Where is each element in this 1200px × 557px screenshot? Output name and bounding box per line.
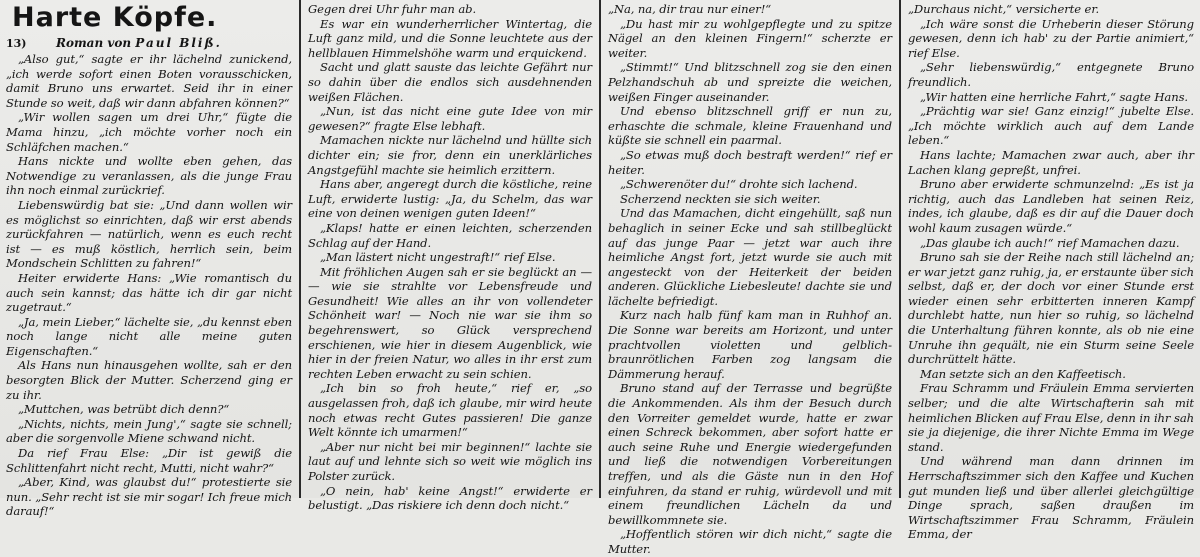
paragraph: Heiter erwiderte Hans: „Wie romantisch du auch sein kannst; das hätte ich dir gar nicht zugetraut.“ — [6, 270, 292, 315]
paragraph: „Wir wollen sagen um drei Uhr,“ fügte die Mama hinzu, „ich möchte vorher noch ein Schläfchen machen.“ — [6, 110, 292, 154]
paragraph: „Das glaube ich auch!“ rief Mamachen dazu. — [920, 235, 1180, 250]
column-body — [908, 2, 1194, 542]
column-body — [6, 52, 292, 519]
paragraph: Und ebenso blitzschnell griff er nun zu, erhaschte die schmale, kleine Frauenhand und küßte sie schnell ein paarmal. — [608, 104, 892, 148]
paragraph: „Sehr liebenswürdig,“ entgegnete Bruno freundlich. — [908, 60, 1194, 89]
byline-prefix: Roman von — [56, 36, 132, 50]
column-divider — [299, 0, 301, 498]
paragraph: „Ja, mein Lieber,“ lächelte sie, „du kennst eben noch lange nicht alle meine guten Eigenschaften.“ — [6, 314, 292, 358]
byline — [56, 36, 222, 50]
column-3 — [602, 0, 898, 556]
installment-number: 13) — [6, 37, 27, 50]
paragraph: Mit fröhlichen Augen sah er sie beglückt an — — wie sie strahlte vor Lebensfreude und Gesundheit! Wie alles an ihr von vollendeter Schönheit war! — Noch nie war sie ihm so begehrenswert, so Glück versprechend erschienen, wie hier in diesem Augenblick, wie hier in der freien Natur, wo alles in ihr erst zum rechten Leben erwacht zu sein schien. — [308, 264, 592, 381]
column-body — [308, 2, 592, 513]
paragraph: Und das Mamachen, dicht eingehüllt, saß nun behaglich in seiner Ecke und sah stillbeglückt auf das junge Paar — jetzt war auch ihre heimliche Angst fort, jetzt wurde sie auch mit angesteckt von der Heiterkeit der beiden anderen. Glückliche Liebesleute! dachte sie und lächelte befriedigt. — [608, 206, 892, 308]
column-4 — [902, 0, 1200, 542]
column-1 — [0, 0, 298, 519]
column-2 — [302, 0, 598, 513]
article-title: Harte Köpfe. — [12, 2, 218, 33]
article-subheading — [6, 36, 292, 50]
paragraph: Man setzte sich an den Kaffeetisch. — [920, 366, 1126, 381]
author-name: Paul Bliß. — [135, 36, 222, 50]
paragraph: „Na, na, dir trau nur einer!“ — [608, 2, 772, 16]
paragraph: Sacht und glatt sauste das leichte Gefährt nur so dahin über die endlos sich ausdehnenden weißen Flächen. — [308, 60, 592, 104]
paragraph: Hans lachte; Mamachen zwar auch, aber ihr Lachen klang gepreßt, unfrei. — [908, 147, 1194, 177]
paragraph: Als Hans nun hinausgehen wollte, sah er den besorgten Blick der Mutter. Scherzend ging er zu ihr. — [6, 358, 292, 402]
paragraph: Bruno aber erwiderte schmunzelnd: „Es ist ja richtig, auch das Landleben hat seinen Reiz, indes, ich glaube, daß es dir auf die Dauer doch wohl kaum zusagen würde.“ — [908, 177, 1194, 235]
paragraph: Scherzend neckten sie sich weiter. — [620, 191, 821, 206]
paragraph: „Nun, ist das nicht eine gute Idee von mir gewesen?“ fragte Else lebhaft. — [308, 104, 592, 133]
paragraph: „So etwas muß doch bestraft werden!“ rief er heiter. — [608, 147, 892, 177]
column-divider — [899, 0, 901, 498]
paragraph: „Klaps! hatte er einen leichten, scherzenden Schlag auf der Hand. — [308, 220, 592, 250]
paragraph: „O nein, hab' keine Angst!“ erwiderte er belustigt. „Das riskiere ich denn doch nicht.“ — [308, 483, 592, 513]
paragraph: „Man lästert nicht ungestraft!“ rief Else. — [320, 250, 556, 265]
paragraph: „Prächtig war sie! Ganz einzig!“ jubelte Else. „Ich möchte wirklich auch auf dem Lande leben.“ — [908, 104, 1194, 148]
paragraph: Frau Schramm und Fräulein Emma servierten selber; und die alte Wirtschafterin sah mit heimlichen Blicken auf Frau Else, denn in ihr sah sie ja diejenige, die ihrer Nichte Emma im Wege stand. — [908, 381, 1194, 454]
paragraph: Bruno sah sie der Reihe nach still lächelnd an; er war jetzt ganz ruhig, ja, er erstaunte über sich selbst, daß er, der doch vor einer Stunde erst wieder einen sehr erbitterten inneren Kampf durchlebt hatte, nun hier so ruhig, so lächelnd die Unterhaltung führen konnte, als ob nie eine Unruhe ihn gequält, nie ein Sturm seine Seele durchrüttelt hätte. — [908, 250, 1194, 367]
paragraph: „Durchaus nicht,“ versicherte er. — [908, 2, 1100, 16]
paragraph: „Hoffentlich stören wir dich nicht,“ sagte die Mutter. — [608, 527, 892, 556]
paragraph: „Du hast mir zu wohlgepflegte und zu spitze Nägel an den kleinen Fingern!“ scherzte er weiter. — [608, 16, 892, 60]
paragraph: Hans aber, angeregt durch die köstliche, reine Luft, erwiderte lustig: „Ja, du Schelm, das war eine von deinen wenigen guten Ideen!“ — [308, 177, 592, 221]
paragraph: „Aber nur nicht bei mir beginnen!“ lachte sie laut auf und lehnte sich so weit wie möglich ins Polster zurück. — [308, 439, 592, 483]
paragraph: „Nichts, nichts, mein Jung',“ sagte sie schnell; aber die sorgenvolle Miene schwand nicht. — [6, 416, 292, 446]
column-body — [608, 2, 892, 557]
paragraph: „Aber, Kind, was glaubst du!“ protestierte sie nun. „Sehr recht ist sie mir sogar! Ich freue mich darauf!“ — [6, 475, 292, 519]
paragraph: Hans nickte und wollte eben gehen, das Notwendige zu veranlassen, als die junge Frau ihn noch einmal zurückrief. — [6, 154, 292, 198]
paragraph: „Schwerenöter du!“ drohte sich lachend. — [620, 177, 858, 192]
paragraph: „Also gut,“ sagte er ihr lächelnd zunickend, „ich werde sofort einen Boten vorausschicken, damit Bruno uns erwartet. Seid ihr in einer Stunde so weit, daß wir dann abfahren können?“ — [6, 52, 292, 110]
paragraph: „Wir hatten eine herrliche Fahrt,“ sagte Hans. — [920, 89, 1189, 104]
paragraph: Mamachen nickte nur lächelnd und hüllte sich dichter ein; sie fror, denn ein unerklärliches Angstgefühl machte sie heimlich erzittern. — [308, 133, 592, 177]
paragraph: Da rief Frau Else: „Dir ist gewiß die Schlittenfahrt nicht recht, Mutti, nicht wahr?“ — [6, 446, 292, 475]
column-divider — [599, 0, 601, 498]
paragraph: Liebenswürdig bat sie: „Und dann wollen wir es möglichst so einrichten, daß wir erst abends zurückfahren — natürlich, wenn es euch recht ist — es muß köstlich, herrlich sein, beim Mondschein Schlitten zu fahren!“ — [6, 197, 292, 271]
paragraph: „Ich bin so froh heute,“ rief er, „so ausgelassen froh, daß ich glaube, mir wird heute noch etwas recht Gutes passieren! Die ganze Welt könnte ich umarmen!“ — [308, 381, 592, 440]
paragraph: Gegen drei Uhr fuhr man ab. — [308, 2, 477, 16]
paragraph: „Ich wäre sonst die Urheberin dieser Störung gewesen, denn ich hab' zu der Partie animiert,“ rief Else. — [908, 16, 1194, 60]
paragraph: Es war ein wunderherrlicher Wintertag, die Luft ganz mild, und die Sonne leuchtete aus der hellblauen Himmelshöhe warm und erquickend. — [308, 16, 592, 60]
paragraph: Kurz nach halb fünf kam man in Ruhhof an. Die Sonne war bereits am Horizont, und unter prachtvollen violetten und gelblich-braunrötlichen Farben zog langsam die Dämmerung herauf. — [608, 308, 892, 381]
paragraph: Bruno stand auf der Terrasse und begrüßte die Ankommenden. Als ihm der Besuch durch den Vorreiter gemeldet wurde, hatte er zwar einen Schreck bekommen, aber sofort hatte er auch seine Ruhe und Energie wiedergefunden und ließ die notwendigen Vorbereitungen treffen, und als die Gäste nun in den Hof einfuhren, da stand er ruhig, würdevoll und mit einem freundlichen Lächeln da und bewillkommnete sie. — [608, 381, 892, 527]
paragraph: „Stimmt!“ Und blitzschnell zog sie den einen Pelzhandschuh ab und spreizte die weichen, weißen Finger auseinander. — [608, 60, 892, 104]
paragraph: „Muttchen, was betrübt dich denn?“ — [18, 402, 230, 417]
paragraph: Und während man dann drinnen im Herrschaftszimmer sich den Kaffee und Kuchen gut munden ließ und über allerlei gleichgültige Dinge sprach, saßen draußen im Wirtschaftszimmer Frau Schramm, Fräulein Emma, der — [908, 454, 1194, 542]
